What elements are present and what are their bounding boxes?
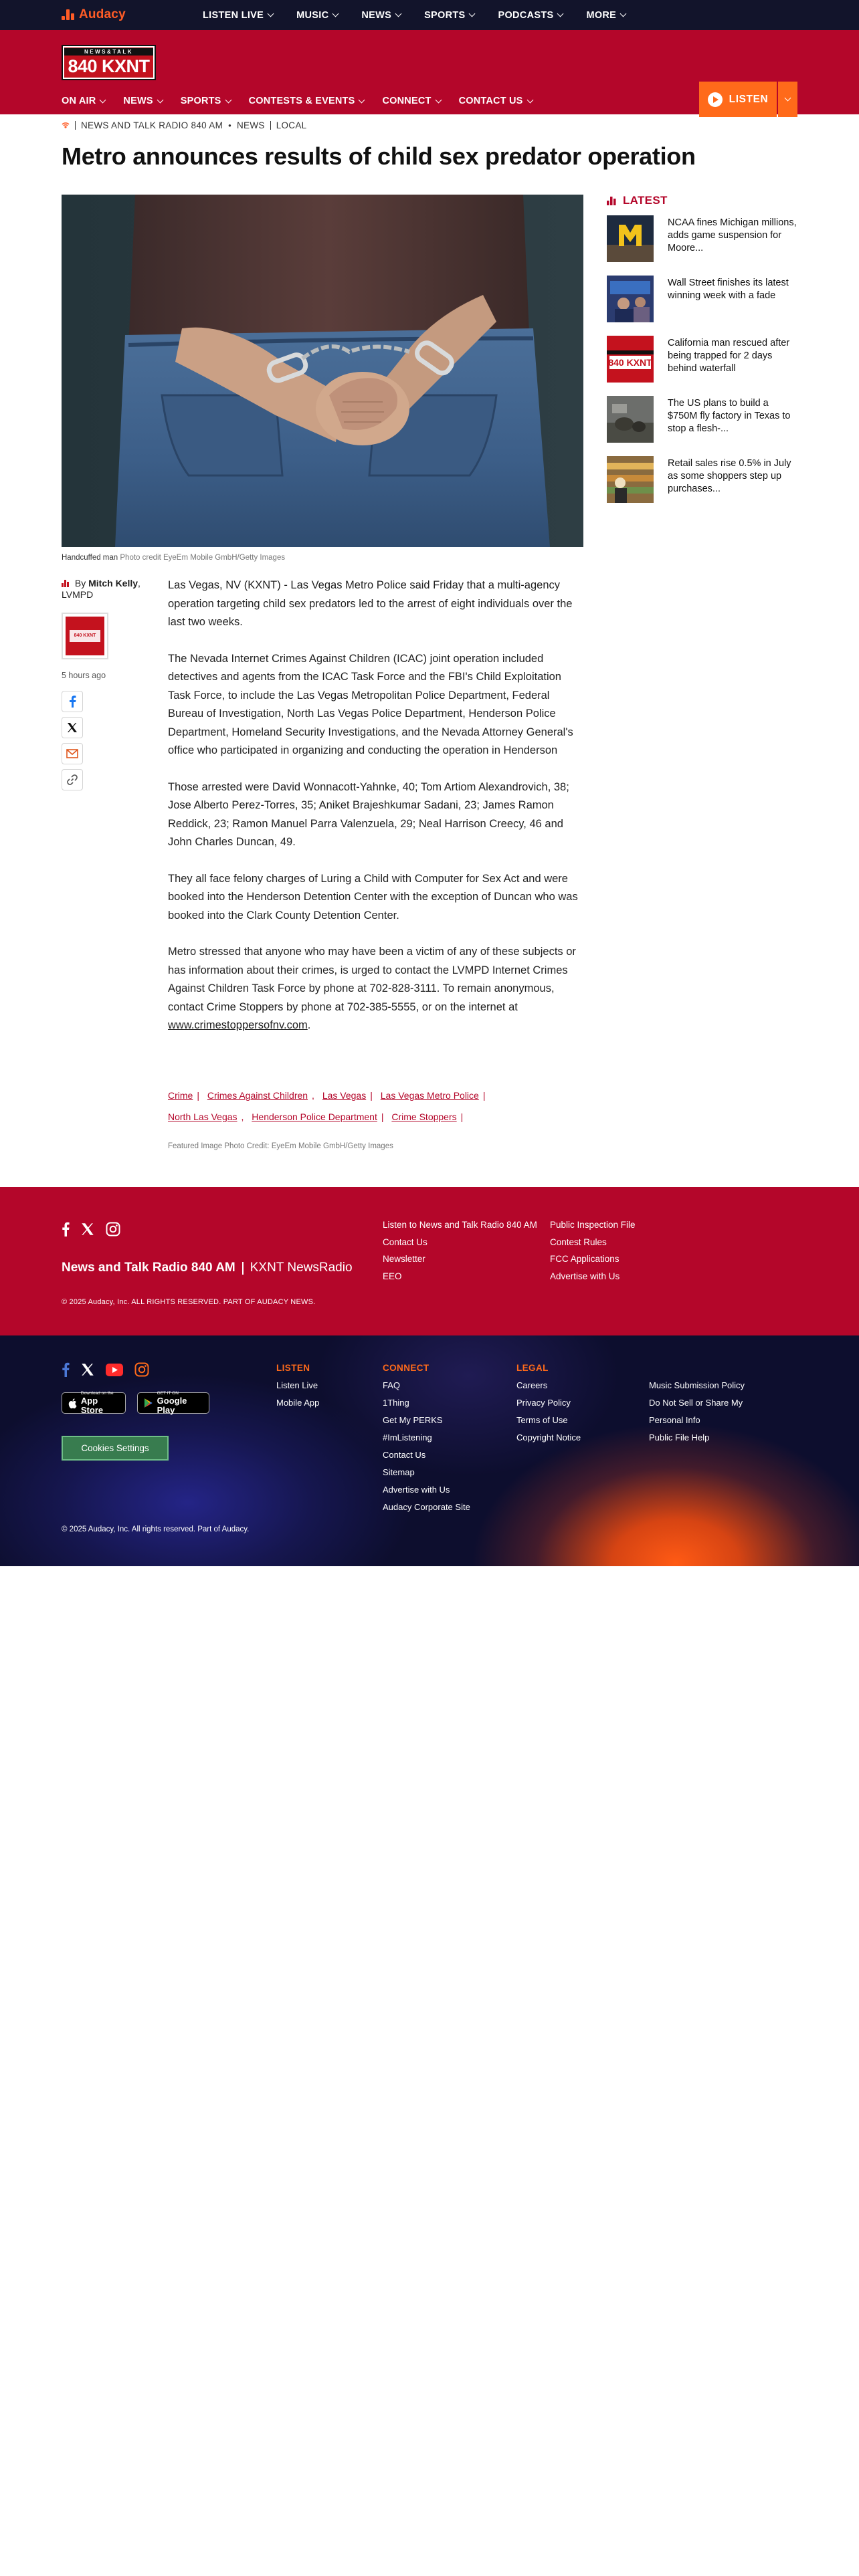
divider xyxy=(242,1262,244,1275)
paragraph-end: . xyxy=(307,1019,311,1031)
tag-separator: | xyxy=(482,1090,486,1101)
article-paragraph xyxy=(168,943,583,1035)
tag-crime-stoppers[interactable]: Crime Stoppers xyxy=(391,1111,457,1122)
share-facebook-button[interactable] xyxy=(62,691,83,712)
latest-item-title: Retail sales rise 0.5% in July as some shoppers step up purchases... xyxy=(668,458,791,494)
footer-link[interactable]: Privacy Policy xyxy=(516,1398,571,1408)
footer-connect-column xyxy=(383,1362,470,1516)
article-paragraph: They all face felony charges of Luring a Child with Computer for Sex Act and were booked into the Henderson Detention Center with the exception of Duncan who was booked into the Clark County Detention Center. xyxy=(168,872,578,922)
nav-news[interactable] xyxy=(361,10,401,21)
article-source: LVMPD xyxy=(62,589,94,600)
footer-link[interactable]: Newsletter xyxy=(383,1254,425,1264)
latest-item[interactable] xyxy=(607,456,801,503)
footer-link[interactable]: Public File Help xyxy=(649,1432,710,1442)
nav-label: NEWS xyxy=(361,9,392,21)
cookies-settings-button[interactable]: Cookies Settings xyxy=(62,1436,169,1461)
station-logo-thumb xyxy=(66,617,104,655)
latest-title-text: LATEST xyxy=(623,194,668,207)
nav-listen-live[interactable] xyxy=(203,10,273,21)
audacy-news-icon xyxy=(62,580,70,587)
footer-link[interactable]: Careers xyxy=(516,1380,548,1390)
thumb-logo-text: 840 KXNT xyxy=(70,630,100,642)
brand-name: Audacy xyxy=(79,7,126,21)
station-nav-connect[interactable] xyxy=(382,96,440,106)
chevron-down-icon xyxy=(268,11,274,17)
station-callsign: KXNT NewsRadio xyxy=(250,1261,353,1275)
tag-las-vegas[interactable]: Las Vegas xyxy=(322,1090,367,1101)
footer-link[interactable]: Sitemap xyxy=(383,1467,415,1477)
facebook-icon xyxy=(62,1222,70,1237)
paragraph-text: Metro stressed that anyone who may have been a victim of any of these subjects or has information about their crimes, is urged to contact the LVMPD Internet Crimes Against Children Task Force by phone at 702-828-3111. To remain anonymous, contact Crime Stoppers by phone at 702-385-5555, or on the internet at xyxy=(168,946,576,1013)
x-icon xyxy=(81,1222,94,1236)
apple-icon xyxy=(68,1398,77,1409)
listen-options-button[interactable] xyxy=(778,82,797,117)
facebook-icon xyxy=(68,695,77,708)
footer-link[interactable]: Advertise with Us xyxy=(550,1271,620,1281)
footer-links-col2 xyxy=(550,1216,636,1285)
tag-henderson-police[interactable]: Henderson Police Department xyxy=(252,1111,377,1122)
breadcrumb-divider xyxy=(270,121,271,130)
listen-control xyxy=(699,82,797,117)
badge-big-text: Google Play xyxy=(157,1396,187,1415)
handcuffed-man-photo xyxy=(62,195,583,547)
nav-label: CONTESTS & EVENTS xyxy=(248,96,355,106)
facebook-icon xyxy=(62,1362,70,1377)
instagram-link[interactable] xyxy=(134,1362,149,1380)
facebook-link[interactable] xyxy=(62,1222,70,1240)
latest-item[interactable] xyxy=(607,215,801,262)
footer-link[interactable]: EEO xyxy=(383,1271,402,1281)
chevron-down-icon xyxy=(225,96,231,103)
footer-link[interactable]: Do Not Sell or Share My Personal Info xyxy=(649,1398,743,1425)
global-nav-bar xyxy=(0,0,859,30)
breadcrumb-station[interactable]: NEWS AND TALK RADIO 840 AM xyxy=(81,120,223,130)
chevron-down-icon xyxy=(395,11,402,17)
byline-comma: , xyxy=(138,578,140,588)
footer-legal-column-2 xyxy=(649,1377,763,1446)
breadcrumb-dot: • xyxy=(228,120,231,130)
latest-item-title: NCAA fines Michigan millions, adds game suspension for Moore... xyxy=(668,217,797,253)
latest-item-title: California man rescued after being trapped for 2 days behind waterfall xyxy=(668,338,790,374)
share-x-button[interactable] xyxy=(62,717,83,738)
michigan-thumbnail xyxy=(607,215,654,262)
station-logo[interactable] xyxy=(62,45,156,80)
chevron-down-icon xyxy=(332,11,339,17)
chevron-down-icon xyxy=(435,96,442,103)
app-store-badge[interactable] xyxy=(62,1392,126,1414)
audacy-wave-icon xyxy=(62,9,75,20)
footer-link[interactable]: Get My PERKS xyxy=(383,1415,443,1425)
retail-sales-thumbnail xyxy=(607,456,654,503)
tags-row xyxy=(168,1085,583,1106)
youtube-icon xyxy=(106,1364,123,1376)
tag-las-vegas-metro-police[interactable]: Las Vegas Metro Police xyxy=(380,1090,479,1101)
article-tags xyxy=(168,1085,583,1128)
google-play-badge[interactable] xyxy=(137,1392,209,1414)
station-copyright: © 2025 Audacy, Inc. ALL RIGHTS RESERVED. PART OF AUDACY NEWS. xyxy=(62,1298,316,1306)
footer-listen-column xyxy=(276,1362,319,1412)
chevron-down-icon xyxy=(157,96,163,103)
footer-links-col1 xyxy=(383,1216,537,1285)
nav-more[interactable] xyxy=(586,10,626,21)
tag-separator: | xyxy=(197,1090,199,1101)
instagram-link[interactable] xyxy=(106,1222,120,1240)
google-play-icon xyxy=(144,1398,153,1408)
chevron-down-icon xyxy=(527,96,533,103)
instagram-icon xyxy=(106,1222,120,1237)
audacy-footer xyxy=(0,1335,859,1566)
chevron-down-icon xyxy=(359,96,365,103)
kxnt-logo-thumbnail xyxy=(607,336,654,383)
tag-crimes-against-children[interactable]: Crimes Against Children xyxy=(207,1090,308,1101)
breadcrumb-divider xyxy=(75,121,76,130)
x-icon xyxy=(81,1363,94,1376)
footer-link[interactable]: Public Inspection File xyxy=(550,1220,636,1230)
station-nav xyxy=(62,94,533,108)
chevron-down-icon xyxy=(557,11,564,17)
nav-label: MUSIC xyxy=(296,9,329,21)
byline xyxy=(62,578,140,601)
footer-link[interactable]: Audacy Corporate Site xyxy=(383,1502,470,1512)
nav-music[interactable] xyxy=(296,10,338,21)
instagram-icon xyxy=(134,1362,149,1377)
station-nav-contact[interactable] xyxy=(459,96,533,106)
audacy-logo[interactable] xyxy=(62,6,126,23)
tags-row xyxy=(168,1106,583,1128)
footer-column-title: LISTEN xyxy=(276,1363,310,1373)
badge-small-text: GET IT ON xyxy=(157,1391,179,1396)
article-headline: Metro announces results of child sex predator operation xyxy=(62,142,696,170)
latest-item-title: Wall Street finishes its latest winning week with a fade xyxy=(668,278,789,301)
nav-sports[interactable] xyxy=(424,10,474,21)
copy-link-button[interactable] xyxy=(62,769,83,790)
chevron-down-icon xyxy=(100,96,106,103)
logo-main-text: 840 KXNT xyxy=(68,56,150,76)
chevron-down-icon xyxy=(620,11,627,17)
featured-image-credit: Featured Image Photo Credit: EyeEm Mobile GmbH/Getty Images xyxy=(168,1142,393,1150)
link-icon xyxy=(67,774,78,785)
footer-legal-column xyxy=(516,1362,581,1446)
article-paragraph: Las Vegas, NV (KXNT) - Las Vegas Metro Police said Friday that a multi-agency operation targeting child sex predators led to the arrest of eight individuals over the last two weeks. xyxy=(168,579,573,628)
footer-link[interactable]: Music Submission Policy xyxy=(649,1380,745,1390)
station-logo-art xyxy=(64,47,153,78)
latest-item-title: The US plans to build a $750M fly factory in Texas to stop a flesh-... xyxy=(668,398,791,434)
station-nav-sports[interactable] xyxy=(181,96,231,106)
chevron-down-icon xyxy=(785,95,791,102)
nav-label: ON AIR xyxy=(62,96,96,106)
share-email-button[interactable] xyxy=(62,743,83,764)
audacy-copyright: © 2025 Audacy, Inc. All rights reserved. Part of Audacy. xyxy=(62,1525,250,1533)
tag-separator: | xyxy=(370,1090,373,1101)
caption-text: Handcuffed man xyxy=(62,554,118,562)
footer-link[interactable]: Listen to News and Talk Radio 840 AM xyxy=(383,1220,537,1230)
footer-link[interactable]: 1Thing xyxy=(383,1398,409,1408)
audacy-social-links xyxy=(62,1362,149,1380)
global-nav xyxy=(203,0,626,30)
x-link[interactable] xyxy=(81,1363,94,1380)
nav-label: CONTACT US xyxy=(458,96,523,106)
author-name[interactable]: Mitch Kelly xyxy=(88,578,138,588)
publish-time: 5 hours ago xyxy=(62,671,106,680)
audacy-news-icon xyxy=(607,197,617,205)
station-footer xyxy=(0,1187,859,1335)
nav-label: MORE xyxy=(586,9,617,21)
fly-factory-thumbnail xyxy=(607,396,654,443)
nav-podcasts[interactable] xyxy=(498,10,563,21)
badge-small-text: Download on the xyxy=(80,1391,114,1396)
footer-link[interactable]: Listen Live xyxy=(276,1380,318,1390)
footer-link[interactable]: Mobile App xyxy=(276,1398,320,1408)
tag-north-las-vegas[interactable]: North Las Vegas xyxy=(168,1111,237,1122)
tag-separator: , xyxy=(241,1111,244,1122)
footer-link[interactable]: FAQ xyxy=(383,1380,401,1390)
youtube-link[interactable] xyxy=(106,1364,123,1380)
article-body xyxy=(168,576,583,1053)
footer-link[interactable]: Contact Us xyxy=(383,1237,427,1247)
article-paragraph: The Nevada Internet Crimes Against Children (ICAC) joint operation included detectives and agents from the ICAC Task Force and the FBI's Child Exploitation Task Force, to include the Las Vegas Metropolitan Police Department, Federal Bureau of Investigation, North Las Vegas Police Department, Henderson Police Department, Homeland Security Investigations, and the Nevada Attorney General's office who participated in organizing and conducting the operation in Henderson xyxy=(168,652,573,756)
listen-button[interactable] xyxy=(699,82,777,117)
caption-credit: Photo credit EyeEm Mobile GmbH/Getty Images xyxy=(120,554,286,562)
nav-label: NEWS xyxy=(123,96,153,106)
image-caption xyxy=(62,554,285,562)
x-icon xyxy=(67,722,78,733)
listen-label: LISTEN xyxy=(729,93,769,105)
app-badges xyxy=(62,1392,209,1414)
hero-image xyxy=(62,195,583,547)
nav-label: LISTEN LIVE xyxy=(203,9,264,21)
station-nav-news[interactable] xyxy=(123,96,162,106)
station-name: News and Talk Radio 840 AM xyxy=(62,1261,235,1275)
breadcrumb-news[interactable]: NEWS xyxy=(236,120,265,130)
byline-prefix: By xyxy=(74,578,86,588)
latest-item[interactable] xyxy=(607,276,801,322)
author-avatar[interactable] xyxy=(62,613,108,659)
email-icon xyxy=(66,749,78,758)
tag-crime[interactable]: Crime xyxy=(168,1090,193,1101)
footer-link[interactable]: FCC Applications xyxy=(550,1254,619,1264)
nav-label: SPORTS xyxy=(180,96,221,106)
crimestoppers-link[interactable]: www.crimestoppersofnv.com xyxy=(168,1019,308,1031)
x-link[interactable] xyxy=(81,1222,94,1239)
footer-link[interactable]: Contest Rules xyxy=(550,1237,607,1247)
footer-link[interactable]: Copyright Notice xyxy=(516,1432,581,1442)
logo-top-text: NEWS&TALK xyxy=(64,48,153,56)
broadcast-icon xyxy=(62,121,70,129)
footer-column-title: LEGAL xyxy=(516,1363,549,1373)
latest-item[interactable] xyxy=(607,396,801,443)
breadcrumb-local[interactable]: LOCAL xyxy=(276,120,307,130)
facebook-link[interactable] xyxy=(62,1362,70,1380)
footer-link[interactable]: #ImListening xyxy=(383,1432,432,1442)
latest-item[interactable] xyxy=(607,336,801,383)
badge-big-text: App Store xyxy=(80,1396,104,1415)
chevron-down-icon xyxy=(469,11,476,17)
nav-label: PODCASTS xyxy=(498,9,554,21)
station-social-links xyxy=(62,1222,120,1240)
station-nav-contests[interactable] xyxy=(249,96,365,106)
footer-station-name xyxy=(62,1261,353,1275)
tag-separator: | xyxy=(460,1111,464,1122)
svg-text:840 KXNT: 840 KXNT xyxy=(608,357,652,368)
wall-street-thumbnail xyxy=(607,276,654,322)
station-nav-on-air[interactable] xyxy=(62,96,105,106)
article-paragraph: Those arrested were David Wonnacott-Yahnke, 40; Tom Artiom Alexandrovich, 38; Jose Alberto Perez-Torres, 35; Aniket Brajeshkumar Sadani, 23; James Ramon Reddick, 23; Ramon Manuel Parra Valenzuela, 29; Neal Harrison Creecy, 46 and John Charles Duncan, 49. xyxy=(168,780,569,848)
nav-label: CONNECT xyxy=(382,96,432,106)
latest-heading xyxy=(607,194,668,207)
play-icon xyxy=(708,92,723,107)
footer-column-title: CONNECT xyxy=(383,1363,430,1373)
footer-link[interactable]: Terms of Use xyxy=(516,1415,568,1425)
breadcrumb xyxy=(62,119,306,131)
tag-separator: | xyxy=(381,1111,384,1122)
station-header xyxy=(0,30,859,114)
nav-label: SPORTS xyxy=(424,9,466,21)
footer-link[interactable]: Advertise with Us xyxy=(383,1485,450,1495)
tag-separator: , xyxy=(312,1090,314,1101)
footer-link[interactable]: Contact Us xyxy=(383,1450,426,1460)
